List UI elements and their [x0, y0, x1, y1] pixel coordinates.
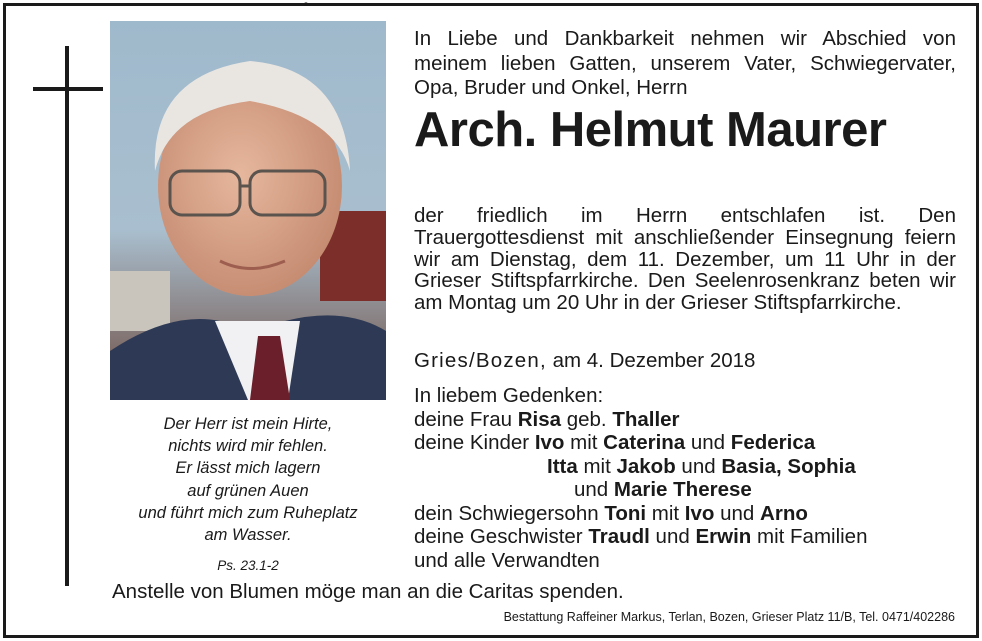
service-details: der friedlich im Herrn entschlafen ist. Den Trauergottesdienst mit anschließender Einsegnung feiern wir am Dienstag, dem 11. Dezember, um 11 Uhr in der Grieser Stiftspfarrkirche. Den Seelenrosenkranz beten wir am Montag um 20 Uhr in der Grieser Stiftspfarrkirche.: [414, 204, 956, 315]
text: und: [675, 454, 722, 478]
mourner-line-children-3: [414, 478, 956, 502]
mourner-name: Marie Therese: [613, 478, 752, 501]
psalm-line: nichts wird mir fehlen.: [168, 437, 328, 456]
mourner-name: Risa: [517, 407, 562, 431]
text: dein Schwiegersohn: [414, 501, 605, 525]
mourners-heading: In liebem Gedenken:: [414, 384, 604, 407]
psalm-reference: Ps. 23.1-2: [217, 558, 279, 574]
psalm-line: auf grünen Auen: [187, 481, 309, 500]
text: mit: [577, 454, 617, 478]
mourner-line-siblings: [414, 525, 956, 549]
mourner-name: Itta: [547, 454, 578, 478]
text: mit: [646, 501, 685, 525]
text: und: [685, 431, 731, 454]
mourner-line-son-in-law: [414, 502, 956, 526]
mourners-list: [414, 384, 956, 572]
cross-horizontal-bar: [33, 87, 103, 91]
text: deine Kinder: [414, 431, 535, 454]
donation-note: Anstelle von Blumen möge man an die Caritas spenden.: [112, 580, 624, 603]
psalm-quote: [110, 413, 386, 577]
notice-date: am 4. Dezember 2018: [546, 349, 756, 372]
funeral-home-footer: Bestattung Raffeiner Markus, Terlan, Bozen, Grieser Platz 11/B, Tel. 0471/402286: [503, 610, 955, 624]
text: deine Frau: [414, 407, 518, 431]
text: und: [649, 525, 696, 548]
mourner-line-wife: [414, 408, 956, 432]
deceased-name: Arch. Helmut Maurer: [414, 103, 887, 157]
psalm-line: und führt mich zum Ruheplatz: [138, 503, 358, 522]
mourner-name: Ivo: [534, 431, 565, 454]
mourner-name: Thaller: [612, 407, 680, 431]
mourner-name: Erwin: [695, 525, 752, 548]
text: und: [574, 478, 614, 501]
mourner-name: Arno: [760, 501, 808, 525]
mourner-name: Basia, Sophia: [721, 454, 856, 478]
psalm-line: Der Herr ist mein Hirte,: [163, 415, 333, 433]
intro-text: In Liebe und Dankbarkeit nehmen wir Abschied von meinem lieben Gatten, unserem Vater, Schwiegervater, Opa, Bruder und Onkel, Herrn: [414, 27, 956, 99]
mourner-line-relatives: und alle Verwandten: [414, 548, 600, 572]
text: mit: [564, 431, 604, 454]
mourner-name: Jakob: [616, 454, 676, 478]
mourner-line-children: [414, 431, 956, 455]
text: deine Geschwister: [414, 525, 589, 548]
psalm-line: Er lässt mich lagern: [175, 459, 321, 478]
place-date-line: [414, 349, 956, 373]
psalm-line: am Wasser.: [204, 526, 292, 545]
mourner-name: Federica: [730, 431, 816, 454]
mourner-name: Caterina: [603, 431, 686, 454]
portrait-photo: [110, 21, 386, 400]
cross-vertical-bar: [65, 46, 69, 586]
mourner-line-children-2: [414, 455, 956, 479]
mourner-name: Ivo: [684, 501, 715, 525]
text: und: [714, 501, 761, 525]
text: geb.: [561, 407, 613, 431]
place-name: Gries/Bozen,: [414, 349, 547, 372]
text: mit Familien: [751, 525, 868, 548]
mourner-name: Traudl: [588, 525, 650, 548]
mourner-name: Toni: [604, 501, 647, 525]
